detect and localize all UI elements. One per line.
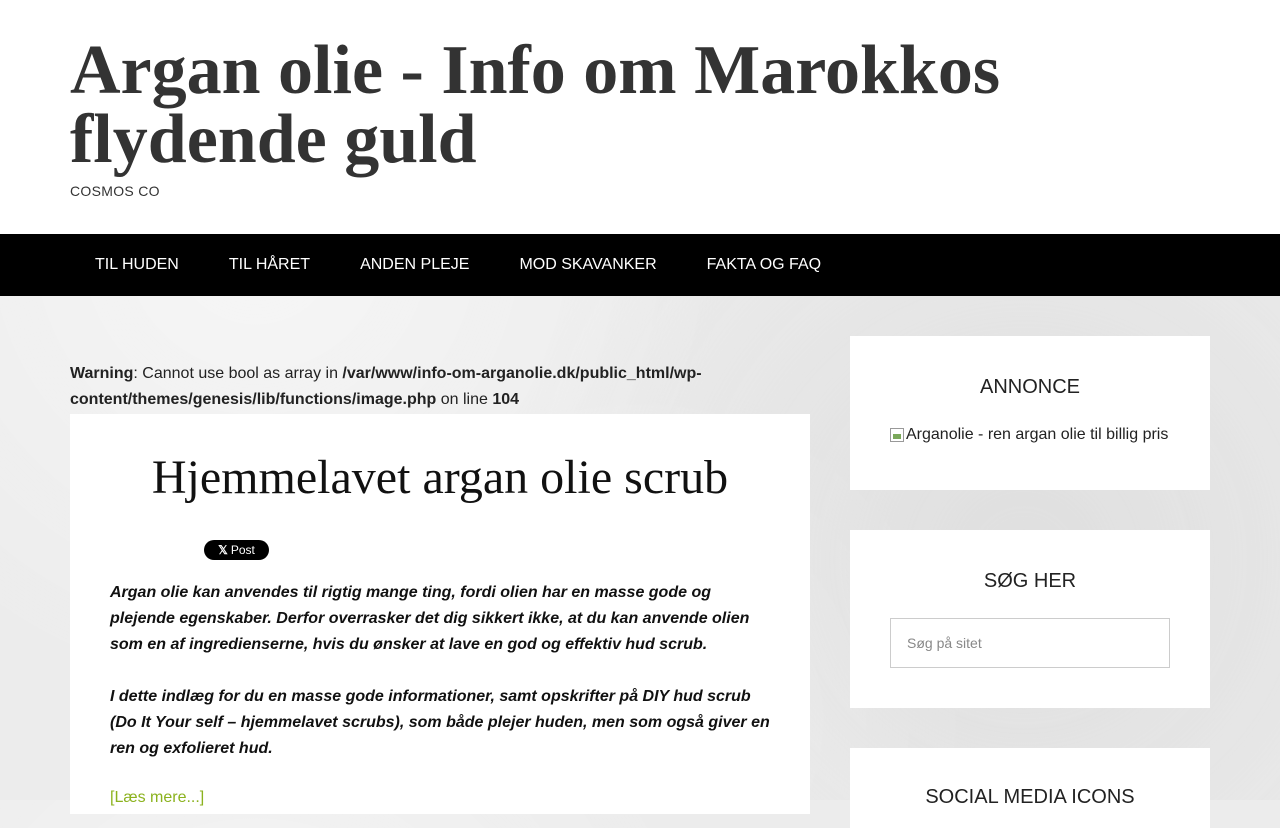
social-widget-title: SOCIAL MEDIA ICONS (925, 786, 1135, 808)
warning-path: /var/www/info-om-arganolie.dk/public_html/wp-content/themes/genesis/lib/functions/image.php (70, 365, 702, 408)
search-widget (850, 530, 1210, 708)
warning-line-number: 104 (492, 391, 520, 408)
read-more-link[interactable]: [Læs mere...] (110, 789, 205, 806)
ad-image-alt-text: Arganolie - ren argan olie til billig pris (906, 426, 1169, 443)
broken-image-icon (890, 428, 904, 442)
warning-on-line: on line (436, 391, 493, 408)
site-description: COSMOS CO (70, 183, 160, 199)
primary-nav (0, 234, 1280, 296)
ad-banner-image[interactable] (890, 426, 1168, 444)
entry-paragraph-intro: Argan olie kan anvendes til rigtig mange ting, fordi olien har en masse gode og plejende egenskaber. Derfor overrasker det dig sikkert ikke, at du kan anvende olien som en af ingredienserne, hvis du ønsker at lave en god og effektiv hud scrub. (110, 584, 750, 653)
entry-title[interactable]: Hjemmelavet argan olie scrub (151, 451, 729, 504)
nav-item-til-haret[interactable]: TIL HÅRET (228, 256, 311, 273)
entry-paragraph-second: I dette indlæg for du en masse gode informationer, samt opskrifter på DIY hud scrub (Do It Your self – hjemmelavet scrubs), som både plejer huden, men som også giver en ren og exfolieret hud. (110, 688, 770, 757)
warning-label: Warning (70, 365, 134, 382)
ad-widget-title: ANNONCE (979, 376, 1080, 398)
x-logo-icon: 𝕏 (218, 543, 228, 557)
php-warning (70, 361, 790, 413)
nav-item-mod-skavanker[interactable]: MOD SKAVANKER (519, 256, 657, 273)
x-post-label: Post (230, 543, 255, 557)
nav-item-anden-pleje[interactable]: ANDEN PLEJE (360, 256, 470, 273)
warning-message: : Cannot use bool as array in (133, 365, 343, 382)
search-input[interactable] (890, 618, 1170, 668)
x-post-button[interactable] (204, 540, 269, 560)
social-media-widget (850, 748, 1210, 828)
ad-widget (850, 336, 1210, 490)
nav-item-fakta-og-faq[interactable]: FAKTA OG FAQ (706, 256, 822, 273)
site-header (0, 0, 1280, 234)
nav-item-til-huden[interactable]: TIL HUDEN (95, 256, 179, 273)
site-title[interactable]: Argan olie - Info om Marokkos flydende guld (70, 32, 1001, 178)
search-widget-title: SØG HER (983, 570, 1077, 592)
